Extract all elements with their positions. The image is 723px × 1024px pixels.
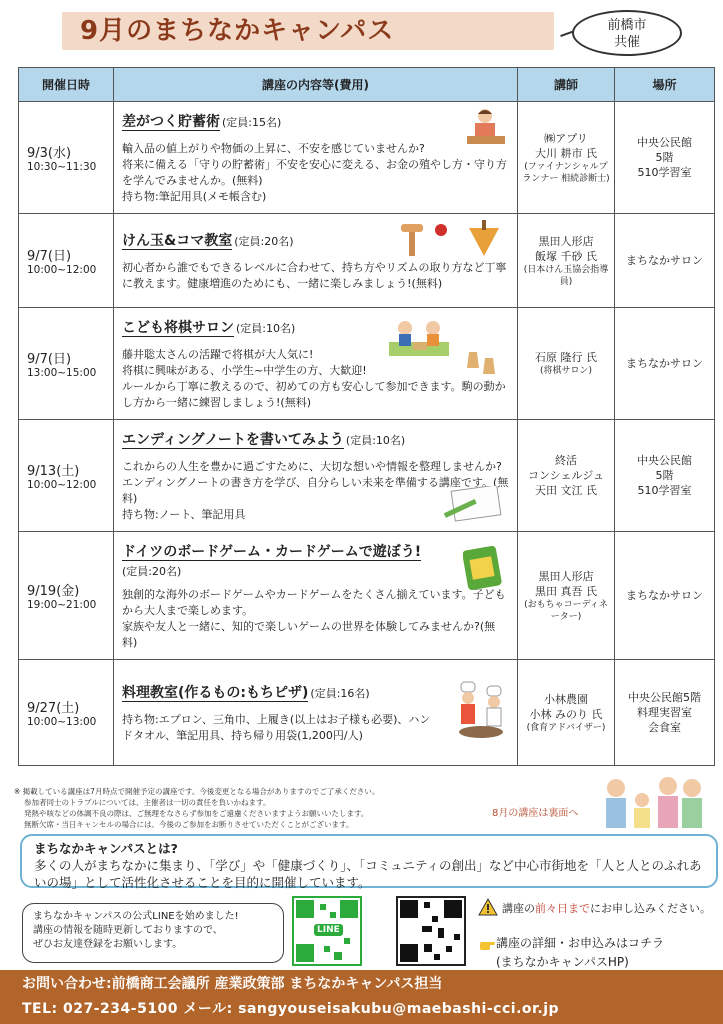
kendama-top-illustration [399,218,509,265]
table-row [19,102,715,214]
deadline-prefix: 講座の [502,902,535,915]
lecturer-org: 黒田人形店 [538,234,594,248]
place-line: まちなかサロン [626,254,703,267]
course-title: エンディングノートを書いてみよう [122,431,344,448]
place-cell [615,308,715,420]
course-title: ドイツのボードゲーム・カードゲームで遊ぼう! [122,543,422,560]
detail-link[interactable] [496,934,664,972]
table-row [19,420,715,532]
place-line: まちなかサロン [626,357,703,370]
place-cell [615,102,715,214]
notes [14,786,534,830]
page-title: 9月のまちなかキャンパス [80,16,395,46]
lecturer-role: (おもちゃコーディネーター) [524,599,608,622]
place-line: 料理実習室 [637,706,692,719]
table-row [19,308,715,420]
capacity: (定員:20名) [122,564,182,578]
place-cell [615,420,715,532]
note-line: ※ 掲載している講座は7月時点で開催予定の講座です。今後変更となる場合がありますのでご了承ください。 [14,787,380,796]
course-desc [122,347,422,379]
date: 9/27(土) [27,701,80,716]
content-cell [114,102,518,214]
deadline-highlight: 前々日まで [535,902,590,915]
hp-qr-code[interactable] [396,896,466,966]
contact-line: お問い合わせ:前橋商工会議所 産業政策部 まちなかキャンパス担当 [22,976,443,992]
date-cell [19,660,114,766]
detail-line2: (まちなかキャンパスHP) [496,955,629,969]
date-cell [19,420,114,532]
date: 9/19(金) [27,584,80,599]
lecturer-name: 天田 文江 氏 [535,484,597,497]
lecturer-name: 石原 隆行 氏 [535,351,597,364]
place-line: 510学習室 [637,166,692,179]
table-header-row [19,68,715,102]
date: 9/13(土) [27,464,80,479]
desc-line: ルールから丁寧に教えるので、初めての方も安心して参加できます。駒の動かし方から一緒に練習しましょう!(無料) [122,379,506,409]
about-body: 多くの人がまちなかに集まり、「学び」や「健康づくり」、「コミュニティの創出」など中心市街地を「人と人とのふれあいの場」として活性化させることを目的に開催しています。 [34,858,702,890]
table-row [19,660,715,766]
date: 9/7(日) [27,249,72,264]
table-row [19,532,715,660]
place-line: まちなかサロン [626,589,703,602]
back-page-note: 8月の講座は裏面へ [492,808,579,819]
organizer-line1: 前橋市 [607,18,647,33]
desc-line: 将来に備える「守りの貯蓄術」不安を安心に変える、お金の殖やし方・守り方を学んでみませんか。(無料) [122,157,507,187]
lecturer-cell [518,532,615,660]
line-label: LINE [314,924,343,936]
place-line: 中央公民館5階 [628,691,701,704]
date: 9/3(水) [27,146,72,161]
lecturer-cell [518,420,615,532]
lecturer-name: 大川 耕市 氏 [535,146,597,160]
capacity: (定員:10名) [236,321,296,335]
time: 10:30~11:30 [27,161,97,173]
desc-line: 初心者から誰でもできるレベルに合わせて、持ち方やリズムの取り方など丁寧に教えます。健康増進のためにも、一緒に楽しみましょう!(無料) [122,260,507,290]
note-line: 参加者同士のトラブルについては、主催者は一切の責任を負いかねます。 [24,798,271,807]
content-cell [114,308,518,420]
family-illustration [596,770,706,836]
course-title: けん玉&コマ教室 [122,232,233,249]
capacity: (定員:15名) [222,115,282,129]
desc-line: 持ち物:筆記用具(メモ帳含む) [122,189,267,203]
place-line: 会食室 [648,721,681,734]
notebook-illustration [441,486,505,525]
desc-line: これからの人生を豊かに過ごすために、大切な想いや情報を整理しませんか?エンディングノートの書き方を学び、自分らしい未来を準備する講座です。(無料) [122,459,509,505]
time: 10:00~13:00 [27,716,97,728]
lecturer-name: 飯塚 千砂 氏 [535,249,597,263]
place-line: 5階 [655,469,674,482]
line-qr-code[interactable] [292,896,362,966]
time: 10:00~12:00 [27,479,97,491]
place-cell [615,532,715,660]
date-cell [19,532,114,660]
lecturer-name: 黒田 真吾 氏 [535,584,597,598]
lecturer-line: 終活 [555,454,577,467]
lecturer-role: (将棋サロン) [539,366,593,376]
lecturer-org: 小林農園 [544,692,588,706]
header-place: 場所 [615,68,715,102]
desc-line: 家族や友人と一緒に、知的で楽しいゲームの世界を体験してみませんか?(無料) [122,619,496,649]
organizer-line2: 共催 [613,35,640,50]
date: 9/7(日) [27,352,72,367]
capacity: (定員:16名) [310,686,370,700]
place-line: 510学習室 [637,484,692,497]
lecturer-cell [518,102,615,214]
cooking-illustration [453,680,509,745]
desc-line: 将棋に興味がある、小学生~中学生の方、大歓迎! [122,363,367,377]
place-cell [615,214,715,308]
lecturer-line: コンシェルジュ [527,469,604,482]
date-cell [19,102,114,214]
course-desc [122,712,432,744]
lecturer-cell [518,308,615,420]
savings-illustration [463,106,509,151]
header-date: 開催日時 [19,68,114,102]
deadline-notice [502,900,711,916]
place-cell [615,660,715,766]
line-info-box [22,903,284,963]
note-line: 無断欠席・当日キャンセルの場合には、今後のご参加をお断りさせていただくことがございます。 [24,820,354,829]
desc-line: 独創的な海外のボードゲームやカードゲームをたくさん揃えています。子どもから大人まで楽しめます。 [122,587,506,617]
pointing-hand-icon [478,936,496,956]
lecturer-cell [518,660,615,766]
line-info-line: 講座の情報を随時更新しておりますので、 [33,925,223,936]
lecturer-role: (日本けん玉協会指導員) [523,264,609,287]
course-title: こども将棋サロン [122,319,234,336]
content-cell [114,214,518,308]
lecturer-name: 小林 みのり 氏 [529,707,603,721]
course-desc [122,587,509,651]
course-title: 料理教室(作るもの:もちピザ) [122,684,309,701]
header-content: 講座の内容等(費用) [114,68,518,102]
place-line: 中央公民館 [637,454,692,467]
line-info-line: まちなかキャンパスの公式LINEを始めました! [33,911,239,922]
time: 19:00~21:00 [27,599,97,611]
lecturer-role: (ファイナンシャルプランナー 相続診断士) [522,161,610,184]
lecturer-org: ㈱アプリ [544,131,588,145]
deadline-suffix: にお申し込みください。 [590,902,711,915]
content-cell [114,420,518,532]
header-lecturer: 講師 [518,68,615,102]
course-title: 差がつく貯蓄術 [122,113,220,130]
about-heading: まちなかキャンパスとは? [34,841,178,856]
schedule-table [18,67,715,766]
place-line: 中央公民館 [637,136,692,149]
organizer-bubble [572,10,682,56]
time: 10:00~12:00 [27,264,97,276]
warning-icon [478,898,498,920]
desc-line: 輸入品の値上がりや物価の上昇に、不安を感じていませんか? [122,141,425,155]
capacity: (定員:10名) [345,433,406,447]
date-cell [19,308,114,420]
footer [0,970,723,1024]
time: 13:00~15:00 [27,367,97,379]
date-cell [19,214,114,308]
content-cell [114,660,518,766]
desc-line: 持ち物:エプロン、三角巾、上履き(以上はお子様も必要)、ハンドタオル、筆記用具、持ち帰り用袋(1,200円/人) [122,712,431,742]
detail-line1: 講座の詳細・お申込みはコチラ [496,936,665,950]
table-row [19,214,715,308]
board-game-illustration [463,544,503,593]
desc-line: 持ち物:ノート、筆記用具 [122,507,246,521]
shogi-illustration [389,312,509,385]
capacity: (定員:20名) [234,234,294,248]
line-info-line: ぜひお友達登録をお願いします。 [33,939,183,950]
about-box [20,834,718,888]
lecturer-cell [518,214,615,308]
course-desc [122,141,509,205]
lecturer-org: 黒田人形店 [538,569,594,583]
content-cell [114,532,518,660]
place-line: 5階 [655,151,674,164]
tel-mail-line[interactable]: TEL: 027-234-5100 メール: sangyouseisakubu@maebashi-cci.or.jp [22,1001,560,1017]
note-line: 発熱や咳などの体調不良の際は、ご無理をなさらず参加をご遠慮くださいますようお願いいたします。 [24,809,369,818]
desc-line: 藤井聡太さんの活躍で将棋が大人気に! [122,347,314,361]
lecturer-role: (食育アドバイザー) [526,722,606,733]
